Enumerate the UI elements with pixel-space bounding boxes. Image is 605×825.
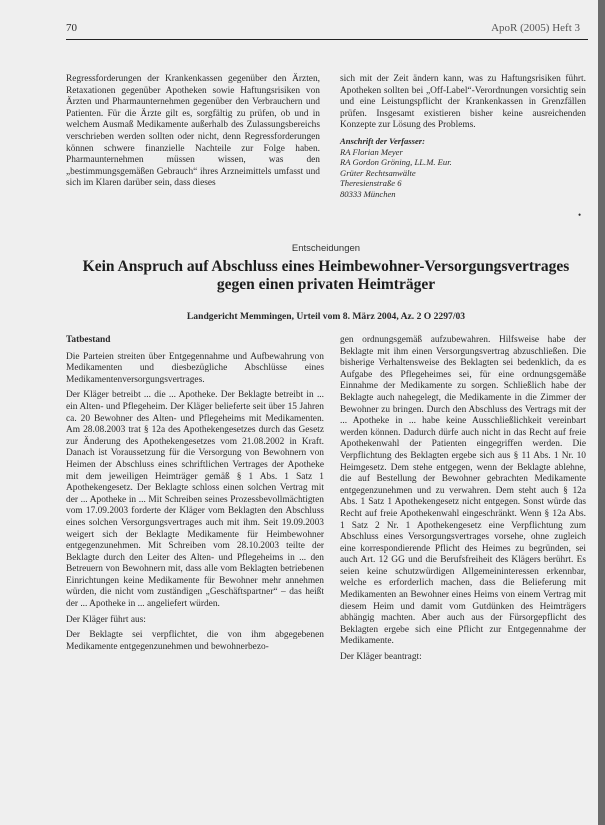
body-paragraph: Der Kläger führt aus: xyxy=(66,614,146,625)
author-line: 80333 München xyxy=(340,188,396,199)
author-address xyxy=(340,136,586,200)
decision-title: Kein Anspruch auf Abschluss eines Heimbewohner-Versorgungsvertrages gegen einen privaten Heimträger xyxy=(82,258,570,293)
body-right-column xyxy=(340,335,586,668)
author-line: RA Florian Meyer xyxy=(340,146,403,157)
court-citation: Landgericht Memmingen, Urteil vom 8. März 2004, Az. 2 O 2297/03 xyxy=(186,311,466,322)
page-number: 70 xyxy=(66,22,77,34)
article-end-mark: • xyxy=(578,210,582,220)
scan-edge-shadow xyxy=(598,0,605,825)
author-line: Grüter Rechtsanwälte xyxy=(340,167,416,178)
body-paragraph: Die Parteien streiten über Entgegennahme und Aufbewahrung von Medikamenten und diesbezügliche Abschlüsse eines Medikamentenversorgungsvertrages. xyxy=(66,351,324,385)
upper-right-column xyxy=(340,74,586,200)
body-paragraph: Der Kläger beantragt: xyxy=(340,652,422,663)
running-header xyxy=(66,22,580,38)
author-line: Theresienstraße 6 xyxy=(340,178,402,189)
author-address-heading: Anschrift der Verfasser: xyxy=(340,135,425,146)
journal-reference: ApoR (2005) Heft 3 xyxy=(491,22,580,34)
body-paragraph: Der Kläger betreibt ... die ... Apotheke. Der Beklagte betreibt in ... ein Alten- und Pflegeheim. Der Kläger belieferte seit über 15 Jahren ca. 20 Bewohner des Alten- und Pflegeheims mit Medikamenten. Am 28.08.2003 trat § 12a des Apothekengesetzes durch das Gesetz zur Änderung des Apothekengesetzes vom 21.08.2002 in Kraft. Danach ist Voraussetzung für die Versorgung von Bewohnern von Heimen der Abschluss eines schriftlichen Vertrages der Apotheke mit dem jeweiligen Heimträger gemäß § 1 Abs. 1 Satz 1 Apothekengesetz. Der Beklagte schloss einen solchen Vertrag mit der ... Apotheke in ... Mit Schreiben seines Prozessbevollmächtigten vom 17.09.2003 forderte der Kläger vom Beklagten den Abschluss eines solchen Versorgungsvertrages auch mit ihm. Seit 19.09.2003 weigert sich der Beklagte Medikamente für Heimbewohner entgegenzunehmen. Mit Schreiben vom 28.10.2003 teilte der Beklagte durch den Leiter des Alten- und Pflegeheims in ... den Betreuern von Bewohnern mit, dass alle vom Beklagten betriebenen Einrichtungen keine Medikamente für Bewohner mehr annehmen würden, die nicht vom zuständigen „Geschäftspartner“ – das heißt der ... Apotheke in ... angeliefert würden. xyxy=(66,390,324,610)
header-rule xyxy=(66,39,588,40)
body-left-column xyxy=(66,335,324,657)
upper-left-paragraph: Regressforderungen der Krankenkassen gegenüber den Ärzten, Retaxationen gegenüber Apotheken sowie Haftungsrisiken von Ärzten und Pharmaunternehmen gegenüber den Verbrauchern und Patienten. Für die Ärzte gilt es, sorgfältig zu prüfen, ob und in welchem Ausmaß Medikamente außerhalb des Zulassungsbereichs verschrieben werden sollten oder nicht, denn Regressforderungen können schwere finanzielle Nachteile zur Folge haben. Pharmaunternehmen müssen wissen, was den „bestimmungsgemäßen Gebrauch“ ihres Arzneimittels umfasst und sich im Klaren darüber sein, dass dieses xyxy=(66,74,320,189)
facts-heading: Tatbestand xyxy=(66,335,111,345)
body-paragraph: Der Beklagte sei verpflichtet, die von ihm abgegebenen Medikamente entgegenzunehmen und bewohnerbezo- xyxy=(66,630,324,652)
body-paragraph: gen ordnungsgemäß aufzubewahren. Hilfsweise habe der Beklagte mit ihm einen Versorgungsvertrag abzuschließen. Die bisherige Verhaltensweise des Beklagten sei bedenklich, da es Aufgabe des Pflegeheimes sei, für eine ordnungsgemäße Einnahme der Medikamente zu sorgen. Schließlich habe der Beklagte auch nahegelegt, die Medikamente in die Zimmer der Bewohner zu bringen. Durch den Abschluss des Vertrags mit der ... Apotheke in ... habe keine Ausschließlichkeit vereinbart werden können. Dadurch dürfe auch nicht in das Recht auf freie Apothekenwahl der Patienten eingegriffen werden. Die Verpflichtung des Beklagten ergebe sich aus § 11 Abs. 1 Nr. 10 Heimgesetz. Dem stehe entgegen, wenn der Beklagte ablehne, die auf Bestellung der Bewohner gebrachten Medikamente entgegenzunehmen und zu verwahren. Dem steht auch § 12a Abs. 1 Satz 1 Apothekengesetz nicht entgegen. Sonst würde das Recht auf freie Apothekenwahl eingeschränkt. Wenn § 12a Abs. 1 Satz 2 Nr. 1 Apothekengesetz eine Verpflichtung zum Abschluss eines Versorgungsvertrages vorsehe, ohne zugleich eine korrespondierende Pflicht des Heimes zu begründen, sei auch Art. 12 GG und die Berufsfreiheit des Klägers berührt. Es seien keine schutzwürdigen Allgemeininteressen erkennbar, welche es erforderlich machen, dass die Belieferung mit Medikamenten an Bewohner eines Heims von einem Vertrag mit diesem Heim und damit vom Gutdünken des Heimträgers abhängig machten. Aber auch aus der Fürsorgepflicht des Beklagten ergebe sich eine Pflicht zur Entgegennahme der Medikamente. xyxy=(340,335,586,647)
author-line: RA Gordon Gröning, LL.M. Eur. xyxy=(340,157,452,168)
section-label: Entscheidungen xyxy=(291,243,361,254)
upper-right-paragraph: sich mit der Zeit ändern kann, was zu Haftungsrisiken führt. Apotheken sollten bei „Off-Label“-Verordnungen vorsichtig sein und eine Leistungspflicht der Krankenkassen in Grenzfällen prüfen. Insgesamt existieren bisher keine ausreichenden Konzepte zur Lösung des Problems. xyxy=(340,74,586,131)
upper-left-column xyxy=(66,74,320,194)
